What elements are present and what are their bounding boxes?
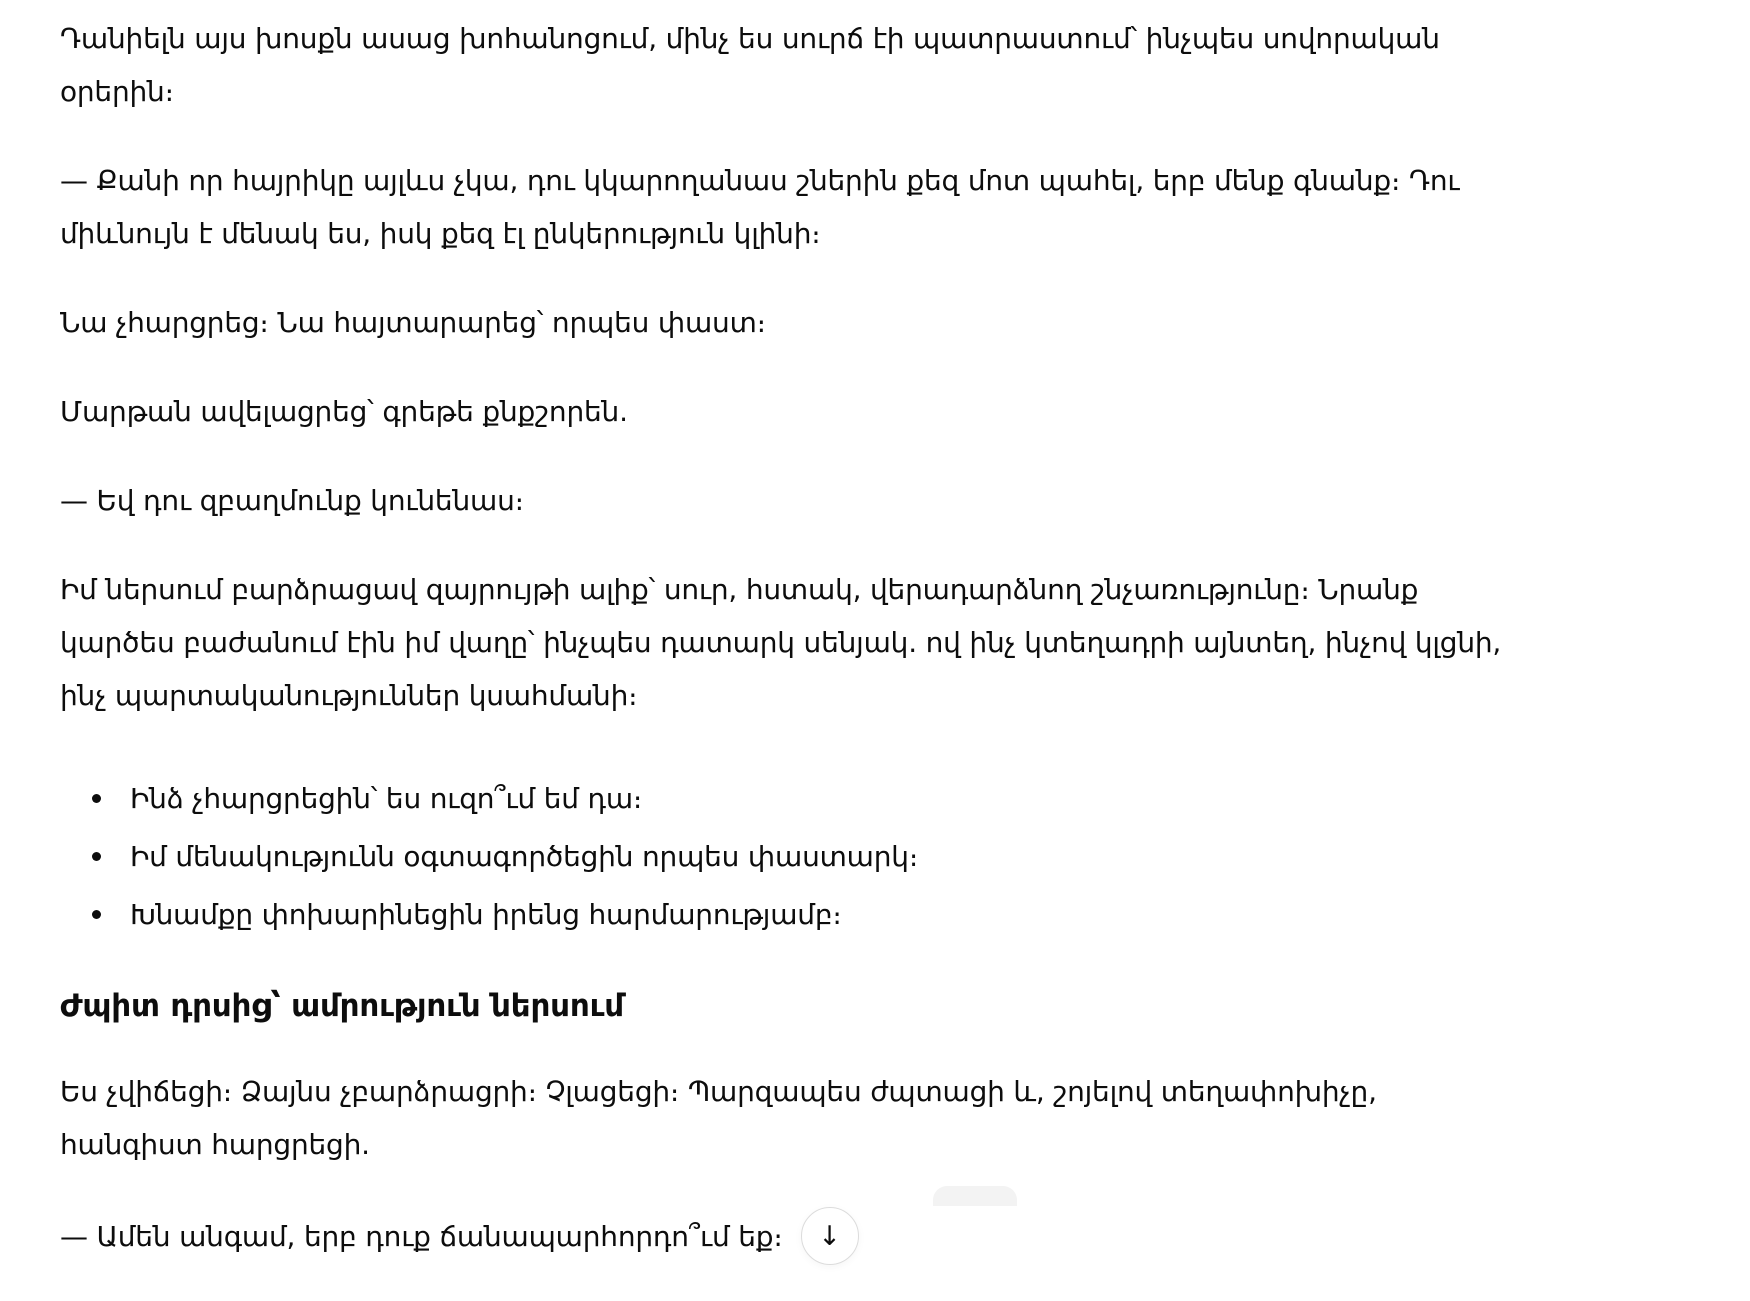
list-item-text: Ինձ չհարցրեցին՝ ես ուզո՞ւմ եմ դա։ bbox=[130, 782, 643, 815]
paragraph-narration-1: Նա չհարցրեց։ Նա հայտարարեց՝ որպես փաստ։ bbox=[60, 306, 766, 339]
list-item bbox=[60, 888, 1520, 941]
paragraph-intro: Դանիելն այս խոսքն ասաց խոհանոցում, մինչ ես սուրճ էի պատրաստում՝ ինչպես սովորական օրերին։ bbox=[60, 22, 1440, 108]
arrow-down-icon: ↓ bbox=[818, 1220, 841, 1252]
paragraph-dialogue-1: — Քանի որ հայրիկը այլևս չկա, դու կկարողանաս շներին քեզ մոտ պահել, երբ մենք գնանք։ Դու միևնույն է մենակ ես, իսկ քեզ էլ ընկերություն կլինի։ bbox=[60, 164, 1460, 250]
paragraph-dialogue-2: — Եվ դու զբաղմունք կունենաս։ bbox=[60, 484, 524, 517]
paragraph-narration-3: Իմ ներսում բարձրացավ զայրույթի ալիք՝ սուր, հստակ, վերադարձնող շնչառությունը։ Նրանք կարծես բաժանում էին իմ վաղը՝ ինչպես դատարկ սենյակ. ով ինչ կտեղադրի այնտեղ, ինչով կլցնի, ինչ պարտականություններ կսահմանի։ bbox=[60, 573, 1502, 712]
section-heading: Ժպիտ դրսից՝ ամրություն ներսում bbox=[60, 988, 624, 1024]
list-item bbox=[60, 830, 1520, 883]
bullet-icon bbox=[92, 910, 101, 919]
bullet-icon bbox=[92, 794, 101, 803]
paragraph-dialogue-3: — Ամեն անգամ, երբ դուք ճանապարհորդո՞ւմ եք։ bbox=[60, 1219, 783, 1253]
list-item-text: Իմ մենակությունն օգտագործեցին որպես փաստարկ։ bbox=[130, 840, 919, 873]
bullet-icon bbox=[92, 852, 101, 861]
list-item bbox=[60, 772, 1520, 825]
bullet-list bbox=[60, 772, 1520, 941]
composer-top-fragment[interactable] bbox=[933, 1186, 1017, 1206]
chat-message-content bbox=[60, 0, 1520, 1301]
list-item-text: Խնամքը փոխարինեցին իրենց հարմարությամբ։ bbox=[130, 898, 842, 931]
scroll-to-bottom-button[interactable] bbox=[801, 1207, 859, 1265]
last-line-row bbox=[60, 1207, 1520, 1265]
paragraph-narration-2: Մարթան ավելացրեց՝ գրեթե քնքշորեն. bbox=[60, 395, 628, 428]
paragraph-narration-4: Ես չվիճեցի։ Ձայնս չբարձրացրի։ Չլացեցի։ Պարզապես ժպտացի և, շոյելով տեղափոխիչը, հանգիստ հարցրեցի. bbox=[60, 1075, 1377, 1161]
